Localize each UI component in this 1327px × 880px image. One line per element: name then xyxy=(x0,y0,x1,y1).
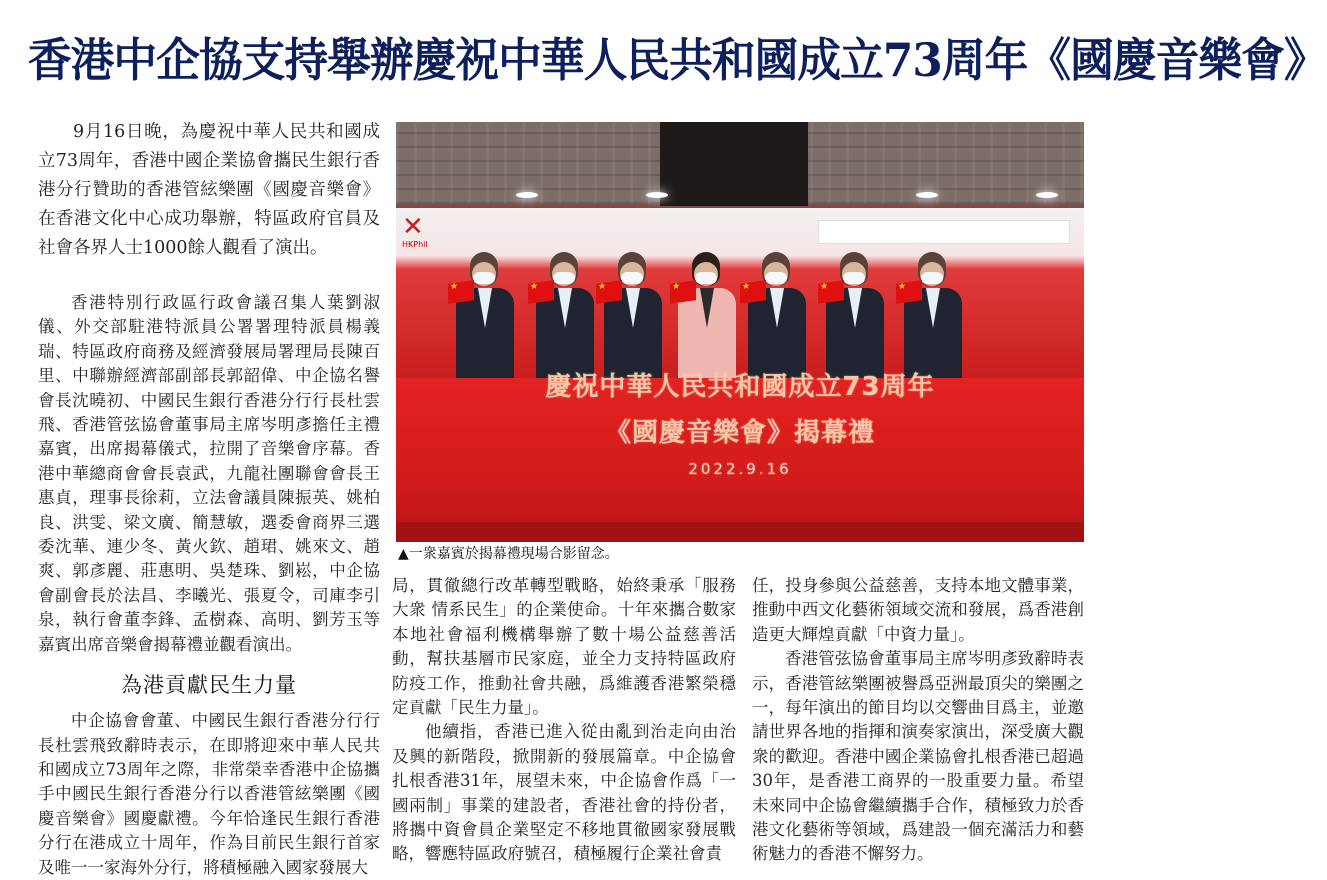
article-column-1 xyxy=(38,118,380,880)
article-column-3 xyxy=(752,574,1084,867)
paragraph: 他續指，香港已進入從由亂到治走向由治及興的新階段，掀開新的發展篇章。中企協會扎根香港31年，展望未來，中企協會作爲「一國兩制」事業的建設者，香港社會的持份者，將攜中資會員企業堅定不移地貫徹國家發展戰略，響應特區政府號召，積極履行企業社會責 xyxy=(392,722,736,864)
ceiling-light xyxy=(916,192,938,198)
headline: 香港中企協支持舉辦慶祝中華人民共和國成立73周年《國慶音樂會》 xyxy=(27,33,1327,87)
section-subheading: 為港貢獻民生力量 xyxy=(121,673,297,698)
guest-figure xyxy=(454,252,516,382)
photo-ceiling-opening xyxy=(660,122,808,206)
ceiling-light xyxy=(1036,192,1058,198)
banner-subtitle-line: 《國慶音樂會》揭幕禮 xyxy=(604,418,875,448)
guest-figure xyxy=(902,252,964,382)
article-column-2 xyxy=(392,574,736,867)
banner-title-line: 慶祝中華人民共和國成立73周年 xyxy=(545,372,935,402)
guest-figure xyxy=(746,252,808,382)
lead-paragraph: 9月16日晚，為慶祝中華人民共和國成立73周年，香港中國企業協會攜民生銀行香港分行贊助的香港管絃樂團《國慶音樂會》在香港文化中心成功舉辦，特區政府官員及社會各界人士1000餘人觀看了演出。 xyxy=(38,122,380,258)
paragraph-continued: 任，投身參與公益慈善，支持本地文體事業，推動中西文化藝術領域交流和發展，爲香港創造更大輝煌貢獻「中資力量」。 xyxy=(752,576,1084,644)
guest-figure xyxy=(534,252,596,382)
event-photo xyxy=(396,122,1084,542)
ceiling-light xyxy=(646,192,668,198)
paragraph: 香港管弦協會董事局主席岑明彥致辭時表示，香港管絃樂團被譽爲亞洲最頂尖的樂團之一，每年演出的節目均以交響曲目爲主，並邀請世界各地的指揮和演奏家演出，深受廣大觀衆的歡迎。香港中國企業協會扎根香港已超過30年，是香港工商界的一股重要力量。希望未來同中企協會繼續攜手合作，積極致力於香港文化藝術等領域，爲建設一個充滿活力和藝術魅力的香港不懈努力。 xyxy=(752,649,1084,864)
ceiling-light xyxy=(516,192,538,198)
orchestra-logo: ✕ HKPhil xyxy=(402,212,428,249)
stage-edge xyxy=(396,522,1084,542)
photo-caption: ▲一衆嘉賓於揭幕禮現場合影留念。 xyxy=(398,546,619,562)
paragraph-continued: 局，貫徹總行改革轉型戰略，始終秉承「服務大衆 情系民生」的企業使命。十年來攜合數家本地社會福利機構舉辦了數十場公益慈善活動，幫扶基層市民家庭，並全力支持特區政府防疫工作，推動社會共融，爲維護香港繁榮穩定貢獻「民生力量」。 xyxy=(392,576,736,718)
guest-list-paragraph: 香港特別行政區行政會議召集人葉劉淑儀、外交部駐港特派員公署署理特派員楊義瑞、特區政府商務及經濟發展局署理局長陳百里、中聯辦經濟部副部長郭韶偉、中企協名譽會長沈曉初、中國民生銀行香港分行行長杜雲飛、香港管弦協會董事局主席岑明彥擔任主禮嘉賓，出席揭幕儀式，拉開了音樂會序幕。香港中華總商會會長袁武，九龍社團聯會會長王惠貞，理事長徐莉，立法會議員陳振英、姚柏良、洪雯、梁文廣、簡慧敏，選委會商界三選委沈華、連少冬、黃火欽、趙珺、姚來文、趙爽、郭彥麗、莊惠明、吳楚珠、劉崧，中企協會副會長於法昌、李曦光、張夏令，司庫李引泉，執行會董李鋒、孟樹森、高明、劉芳玉等嘉賓出席音樂會揭幕禮並觀看演出。 xyxy=(38,293,380,654)
guest-figure xyxy=(602,252,664,382)
guest-figure xyxy=(824,252,886,382)
sponsor-logo-strip xyxy=(818,220,1070,244)
banner-date: 2022.9.16 xyxy=(688,460,792,478)
speech-paragraph: 中企協會會董、中國民生銀行香港分行行長杜雲飛致辭時表示，在即將迎來中華人民共和國成立73周年之際，非常榮幸香港中企協攜手中國民生銀行香港分行以香港管絃樂團《國慶音樂會》國慶獻禮。今年恰逢民生銀行香港分行在港成立十周年，作為目前民生銀行首家及唯一一家海外分行，將積極融入國家發展大 xyxy=(38,711,380,877)
guest-figure xyxy=(676,252,738,382)
